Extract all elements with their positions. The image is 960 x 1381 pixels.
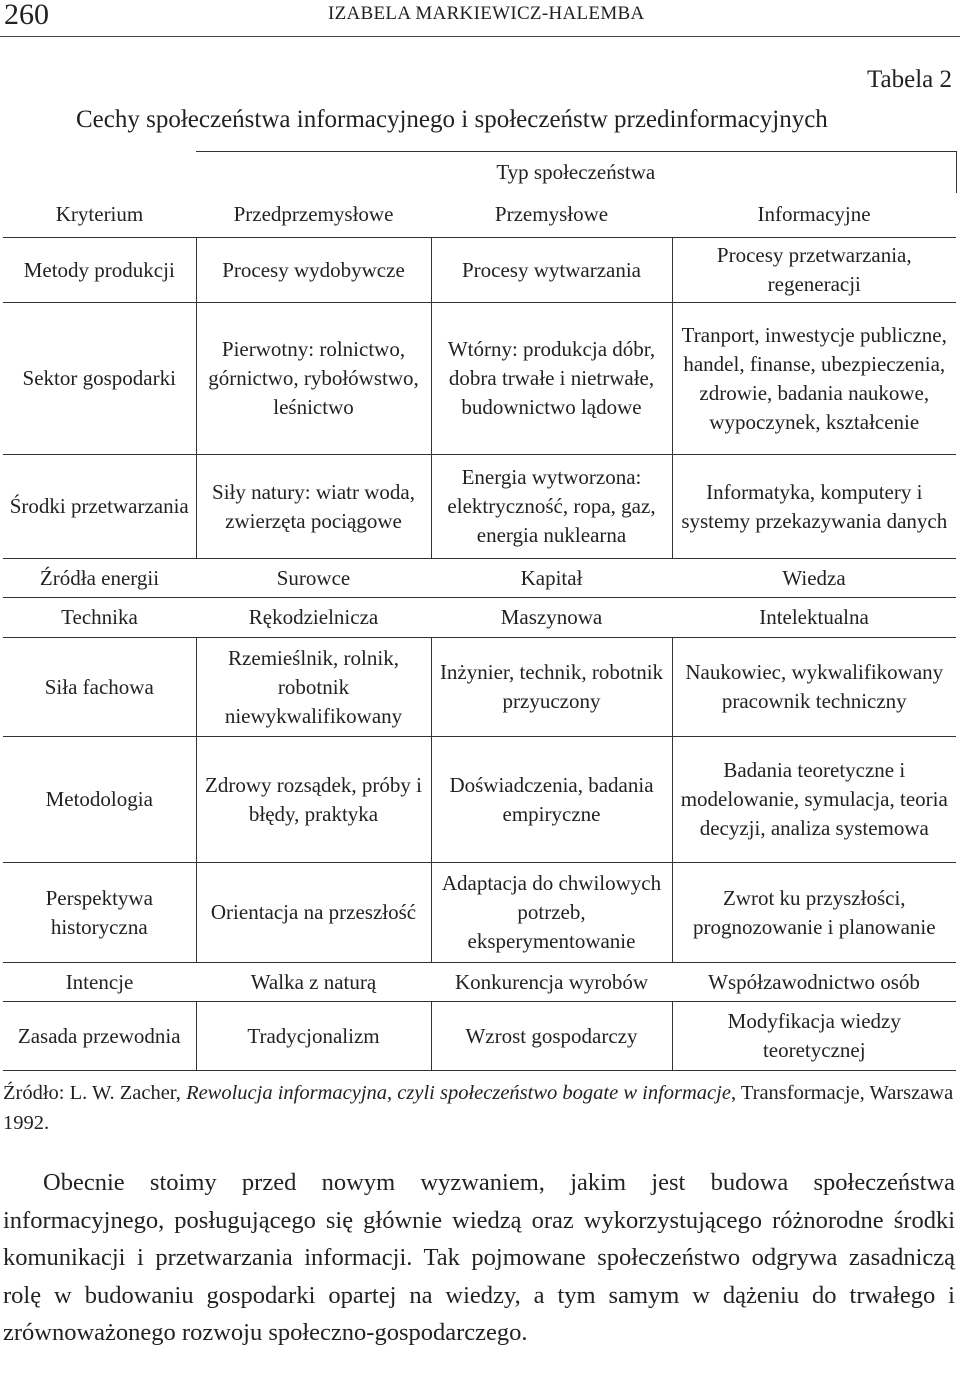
column-header: Przedprzemysłowe [196,193,431,238]
table-cell: Rękodzielnicza [196,598,431,638]
table-cell: Procesy przetwarzania, regeneracji [672,238,956,303]
table-cell: Wtórny: produkcja dóbr, dobra trwałe i nietrwałe, budownictwo lądowe [431,303,672,455]
table-cell: Siły natury: wiatr woda, zwierzęta pociągowe [196,455,431,559]
column-header-row [3,193,956,238]
table-row [3,455,956,559]
page-number: 260 [4,0,49,31]
table-cell: Adaptacja do chwilowych potrzeb, eksperymentowanie [431,863,672,963]
table-row [3,863,956,963]
running-header [0,0,960,37]
table-corner [3,152,196,193]
table-cell: Orientacja na przeszłość [196,863,431,963]
criterion-cell: Perspektywa historyczna [3,863,196,963]
table-row [3,638,956,737]
table-cell: Procesy wytwarzania [431,238,672,303]
table-cell: Zdrowy rozsądek, próby i błędy, praktyka [196,737,431,863]
column-header: Informacyjne [672,193,956,238]
table-cell: Walka z naturą [196,963,431,1002]
table-cell: Wzrost gospodarczy [431,1002,672,1071]
criterion-cell: Technika [3,598,196,638]
table-cell: Pierwotny: rolnictwo, górnictwo, rybołówstwo, leśnictwo [196,303,431,455]
table-cell: Współzawodnictwo osób [672,963,956,1002]
table-cell: Rzemieślnik, rolnik, robotnik niewykwalifikowany [196,638,431,737]
body-paragraph: Obecnie stoimy przed nowym wyzwaniem, jakim jest budowa społeczeństwa informacyjnego, posługującego się głównie wiedzą oraz wykorzystującego różnorodne środki komunikacji i przetwarzania informacji. Tak pojmowane społeczeństwo odgrywa zasadniczą rolę w budowaniu gospodarki opartej na wiedzy, a tym samym w dążeniu do trwałego i zrównoważonego rozwoju społeczno-gospodarczego. [3,1169,955,1346]
column-header: Przemysłowe [431,193,672,238]
criterion-cell: Metody produkcji [3,238,196,303]
source-suffix: , Transformacje, Warszawa 1992. [3,1082,954,1134]
criterion-cell: Sektor gospodarki [3,303,196,455]
source-title: Rewolucja informacyjna, czyli społeczeństwo bogate w informacje [186,1082,731,1104]
table-cell: Informatyka, komputery i systemy przekazywania danych [672,455,956,559]
criterion-cell: Środki przetwarzania [3,455,196,559]
table-row [3,963,956,1002]
criterion-cell: Źródła energii [3,559,196,598]
table-caption: Cechy społeczeństwa informacyjnego i społeczeństw przedinformacyjnych [76,106,828,133]
table-cell: Zwrot ku przyszłości, prognozowanie i planowanie [672,863,956,963]
criterion-cell: Zasada przewodnia [3,1002,196,1071]
running-title: IZABELA MARKIEWICZ-HALEMBA [328,3,645,24]
table-cell: Wiedza [672,559,956,598]
table-cell: Doświadczenia, badania empiryczne [431,737,672,863]
table-cell: Naukowiec, wykwalifikowany pracownik techniczny [672,638,956,737]
table-cell: Badania teoretyczne i modelowanie, symulacja, teoria decyzji, analiza systemowa [672,737,956,863]
table-cell: Surowce [196,559,431,598]
table-cell: Inżynier, technik, robotnik przyuczony [431,638,672,737]
source-prefix: Źródło: L. W. Zacher, [3,1082,187,1104]
criterion-cell: Metodologia [3,737,196,863]
table-cell: Konkurencja wyrobów [431,963,672,1002]
criterion-cell: Siła fachowa [3,638,196,737]
table-cell: Kapitał [431,559,672,598]
table-cell: Maszynowa [431,598,672,638]
table-row [3,1002,956,1071]
source-note [3,1078,955,1138]
column-header: Kryterium [3,193,196,238]
comparison-table [3,151,957,1071]
criterion-cell: Intencje [3,963,196,1002]
table-cell: Intelektualna [672,598,956,638]
table-row [3,303,956,455]
table-row [3,737,956,863]
group-header: Typ społeczeństwa [196,152,956,193]
table-row [3,598,956,638]
table-row [3,238,956,303]
table-cell: Tranport, inwestycje publiczne, handel, finanse, ubezpieczenia, zdrowie, badania naukowe, wypoczynek, kształcenie [672,303,956,455]
table-row [3,559,956,598]
table-cell: Modyfikacja wiedzy teoretycznej [672,1002,956,1071]
table-label: Tabela 2 [866,66,952,93]
table-cell: Energia wytworzona: elektryczność, ropa, gaz, energia nuklearna [431,455,672,559]
table-cell: Tradycjonalizm [196,1002,431,1071]
table-cell: Procesy wydobywcze [196,238,431,303]
